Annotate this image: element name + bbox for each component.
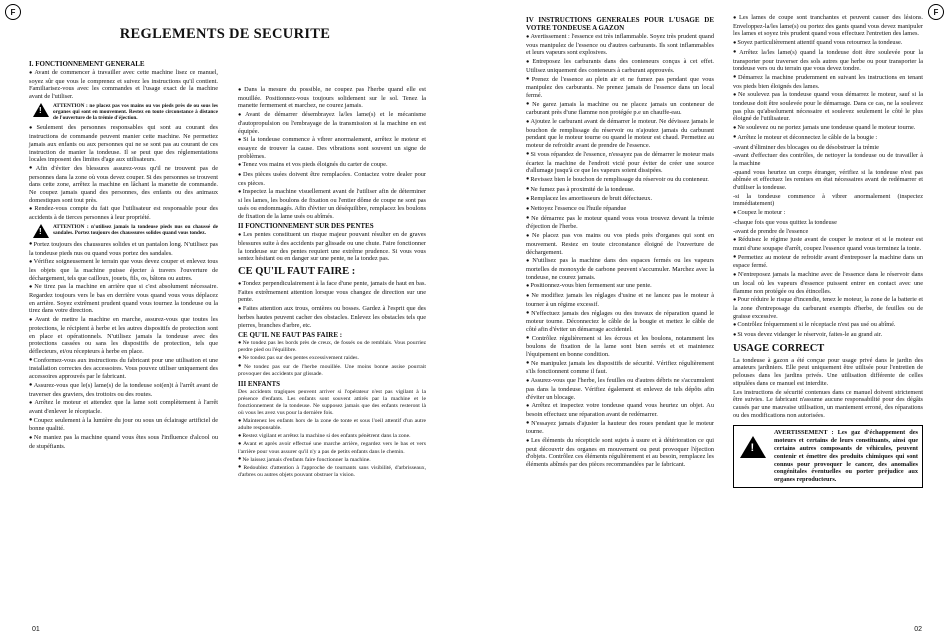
paragraph: ● Conformez-vous aux instructions du fabricant pour une utilisation et une installation correctes des accessoires. Vous pouvez utiliser uniquement des accessoires approuvés par le fabricant.	[29, 357, 218, 381]
paragraph: ● Dans la mesure du possible, ne coupez pas l'herbe quand elle est mouillée. Positionnez-vous toujours solidement sur le sol. Tenez la manette fermement et marchez, ne courez jamais.	[238, 86, 426, 110]
section-heading: CE QU'IL NE FAUT PAS FAIRE :	[238, 331, 343, 340]
paragraph: ● Ne tondez pas les bords près de creux, de fossés ou de remblais. Vous pourriez perdre pied ou l'équilibre.	[238, 340, 426, 354]
paragraph: ● Ne laissez jamais d'enfants faire fonctionner la machine.	[238, 457, 426, 464]
paragraph: ● Ne garez jamais la machine ou ne placez jamais un conteneur de carburant près d'une flamme non protégée p.e un chauffe-eau.	[526, 101, 714, 117]
paragraph: ● Ne modifiez jamais les réglages d'usine et ne lancez pas le moteur à tourner à un régime excessif.	[526, 292, 714, 308]
warning-text: AVERTISSEMENT : Les gaz d'échappement des moteurs et certains de leurs constituants, ainsi que certains autres composants de véhicules, peuvent contenir et émettre des produits chimiques qui sont connus pour provoquer le cancer, des anomalies congénitales éventuelles ou porter préjudice aux organes reproducteurs.	[774, 429, 918, 484]
list-item: -avant d'éliminer des blocages ou de désobstruer la trémie	[733, 143, 879, 151]
right-page	[475, 0, 950, 636]
paragraph: ● Les pentes constituent un risque majeur pouvant résulter en de graves blessures suite à des accidents par glissade ou une chute. Faire fonctionner la tondeuse sur des pentes requiert une extrême prudence. Si vous vous sentez hésitant ou en danger sur une pente, ne la tondez pas.	[238, 231, 426, 263]
paragraph: ● Coupez le moteur :	[733, 209, 923, 218]
paragraph: Des accidents tragiques peuvent arriver si l'opérateur n'est pas vigilant à la présence d'enfants. Les enfants sont souvent attirés par la machine et le fonctionnement de la tondeuse. Ne supposez jamais que des enfants resteront là où vous les avez vus pour la dernière fois.	[238, 388, 426, 417]
paragraph: ● Avant de démarrer désembrayez la/les lame(s) et le mécanisme d'autopropulsion ou l'embrayage de la transmission si la machine en est équipée.	[238, 111, 426, 135]
paragraph: ● Permettez au moteur de refroidir avant d'entreposer la machine dans un espace fermé.	[733, 254, 923, 270]
paragraph: ● Remplacez les amortisseurs de bruit défectueux.	[526, 195, 714, 204]
paragraph: ● Contrôlez fréquemment si le réceptacle n'est pas usé ou abîmé.	[733, 321, 923, 330]
paragraph: ● Avant de mettre la machine en marche, assurez-vous que toutes les protections, le récipient à herbe et les autres dispositifs de protection sont en place et opérationnels. N'utilisez jamais la tondeuse avec des protections cassées ou sans les dispositifs de protection, tels que déflecteurs, et/ou récepteurs à herbe en place.	[29, 316, 218, 356]
paragraph: Les instructions de sécurité contenues dans ce manuel doivent strictement être suivies. Le fabricant n'assume aucune responsabilité pour des dégâts causés par une mauvaise utilisation, un maniement erroné, des réparations ou des modifications non autorisées.	[733, 388, 923, 419]
paragraph: ● Contrôlez régulièrement si les écrous et les boulons, notamment les boulons de fixation de la lame sont bien serrés et et maintenez l'équipement en bonne condition.	[526, 335, 714, 359]
paragraph: ● N'entreposez jamais la machine avec de l'essence dans le réservoir dans un local où les vapeurs d'essence puissent entrer en contact avec une flamme non protégée ou des étincelles.	[733, 271, 923, 295]
paragraph: ● Revissez bien le bouchon de remplissage du réservoir ou du conteneur.	[526, 176, 714, 185]
paragraph: ● Restez vigilant et arrêtez la machine si des enfants pénètrent dans la zone.	[238, 433, 426, 440]
paragraph: ● Assurez-vous que l'herbe, les feuilles ou d'autres débris ne s'accumulent pas dans la tondeuse. Vérifiez également et enlevez de tels dépôts afin d'éviter un blocage.	[526, 377, 714, 401]
paragraph: ● Ne manipulez jamais les dispositifs de sécurité. Vérifiez régulièrement s'ils fonctionnent comme il faut.	[526, 360, 714, 376]
paragraph: ● Arrêtez le moteur et attendez que la lame soit complètement à l'arrêt avant d'enlever le réceptacle.	[29, 399, 218, 415]
list-item: -quand vous heurtez un corps étranger, vérifiez si la tondeuse n'est pas abîmée et effectuez les remises en état nécessaires avant de redémarrer et d'utiliser la tondeuse.	[733, 168, 923, 192]
language-marker-left: F	[5, 4, 21, 20]
paragraph: ● Réduisez le régime juste avant de couper le moteur et si le moteur est muni d'une soupape d'arrêt, coupez l'essence quand vous terminez la tonte.	[733, 236, 923, 252]
paragraph: ● Les éléments du récepticle sont sujets à usure et à détérioration ce qui peut découvrir des organes en mouvement ou peut provoquer l'éjection d'objets. Contrôlez ces éléments régulièrement et au besoin, remplacez les éléments abîmés par des pièces recommandées par le fabricant.	[526, 437, 714, 469]
section-heading: I. FONCTIONNEMENT GENERALE	[29, 60, 145, 68]
paragraph: ● Soyez particulièrement attentif quand vous retournez la tondeuse.	[733, 39, 923, 48]
paragraph: ● Ne placez pas vos mains ou vos pieds près d'organes qui sont en mouvement. Restez en toute circonstance éloigné de l'ouverture de déchargement.	[526, 232, 714, 256]
paragraph: ● Positionnez-vous bien fermement sur une pente.	[526, 282, 714, 291]
paragraph: ● Pour réduire le risque d'incendie, tenez le moteur, la zone de la batterie et la zone d'entreposage du carburant exempts d'herbe, de feuilles ou de graisse excessive.	[733, 296, 923, 320]
paragraph: ● Ne tondez pas sur de l'herbe mouillée. Une moins bonne assise pourrait provoquer des accidents par glissade.	[238, 364, 426, 378]
list-item: -chaque fois que vous quittez la tondeuse	[733, 218, 837, 226]
paragraph: ● Maintenez les enfants hors de la zone de tonte et sous l'oeil attentif d'un autre adulte responsable.	[238, 418, 426, 432]
warning-icon	[33, 103, 49, 117]
paragraph: ● Démarrez la machine prudemment en suivant les instructions en tenant vos pieds bien éloignés des lames.	[733, 74, 923, 90]
paragraph: ● N'effectuez jamais des réglages ou des travaux de réparation quand le moteur tourne. Déconnectez le câble de la bougie et mettez le câble de côté afin d'éviter un démarrage accidentel.	[526, 310, 714, 334]
paragraph: ● Inspectez la machine visuellement avant de l'utiliser afin de déterminer si les lames, les boulons de fixation ou l'entier dôme de coupe ne sont pas usés ou endommagés. Afin d'éviter un déséquilibre, remplacez les boulons de fixation de la lame usés ou abîmés.	[238, 188, 426, 220]
paragraph: ● Avant et après avoir effectué une marche arrière, regardez vers le bas et vers l'arrière pour vous assurer qu'il n'y a pas de petits enfants dans le chemin.	[238, 441, 426, 455]
page-number-right: 02	[914, 626, 922, 633]
paragraph: ● Vérifiez soigneusement le terrain que vous devez couper et enlevez tous les objets que la machine puisse éjecter à travers l'ouverture de déchargement, tels que cailloux, jouets, fils, os, bâtons ou autres.	[29, 258, 218, 282]
paragraph: ● Ne tondez pas sur des pentes excessivement raides.	[238, 355, 426, 362]
paragraph: ● N'utilisez pas la machine dans des espaces fermés ou les vapeurs mortelles de monoxyde de carbone peuvent s'accumuler. Marchez avec la tondeuse, ne courez jamais.	[526, 257, 714, 281]
paragraph: ● Des pièces usées doivent être remplacées. Contactez votre dealer pour ces pièces.	[238, 171, 426, 187]
warning-text: ATTENTION : n'utilisez jamais la tondeuse pieds nus ou chaussé de sandales. Portez toujours des chaussures solides quand vous tondez.	[53, 223, 218, 237]
section-heading: IV INSTRUCTIONS GENERALES POUR L'USAGE DE VOTRE TONDEUSE A GAZON	[526, 16, 714, 32]
warning-block	[33, 103, 218, 122]
paragraph: ● Tondez perpendiculairement à la face d'une pente, jamais de haut en bas. Faites extrêmement attention lorsque vous changez de direction sur une pente.	[238, 280, 426, 304]
paragraph: ● Redoublez d'attention à l'approche de tournants sans visibilité, d'arbrisseaux, d'arbres ou autres objets pouvant obstruer la vision.	[238, 465, 426, 479]
language-marker-right: F	[928, 4, 944, 20]
paragraph: ● Nettoyez l'essence ou l'huile répandue	[526, 205, 714, 214]
paragraph: ● Assurez-vous que le(s) lame(s) de la tondeuse soi(en)t à l'arrêt avant de traverser des graviers, des trottoirs ou des routes.	[29, 382, 218, 398]
list-item: -avant de prendre de l'essence	[733, 227, 809, 235]
paragraph: ● Ne soulevez pas la tondeuse quand vous démarrez le moteur, sauf si la tondeuse doit être soulevée pour le démarrage. Dans ce cas, ne la soulevez pas plus qu'absolument nécessaire et soulevez seulement le côté le plus éloigné de l'utilisateur.	[733, 91, 923, 123]
paragraph: ● Ne maniez pas la machine quand vous êtes sous l'influence d'alcool ou de stupéfiants.	[29, 434, 218, 450]
paragraph: ● Si vous répandez de l'essence, n'essayez pas de démarrer le moteur mais écartez la machine de l'endroit vicié pour éviter de créer une source d'allumage jusqu'à ce que les vapeurs soient dissipées.	[526, 151, 714, 175]
paragraph: ● Ajoutez le carburant avant de démarrer le moteur. Ne dévissez jamais le bouchon de remplissage du réservoir ou n'ajoutez jamais du carburant pendant que le moteur tourne ou quand le moteur est chaud. Permettez au moteur de refroidir avant de prendre de l'essence.	[526, 118, 714, 150]
paragraph: ● Si la tondeuse commence à vibrer anormalement, arrêtez le moteur et essayez de trouver la cause. Des vibrations sont souvent un signe de problèmes.	[238, 136, 426, 160]
warning-icon	[740, 436, 766, 458]
section-heading: CE QU'IL FAUT FAIRE :	[238, 266, 356, 278]
paragraph: ● Avertissement : l'essence est très inflammable. Soyez très prudent quand vous manipulez de l'essence ou d'autres carburants. Ils sont inflammables et leurs vapeurs sont explosives.	[526, 33, 714, 57]
paragraph: ● Ne tirez pas la machine en arrière que si c'est absolument nécessaire. Regardez toujours vers le bas en derrière vous quand vous vous déplacez en arrière. Soyez extrêment prudent quand vous tournez la tondeuse ou la tirez dans votre direction.	[29, 283, 218, 315]
paragraph: ● Arrêtez le moteur et déconnectez le câble de la bougie :	[733, 134, 923, 143]
list-item: -avant d'effectuer des contrôles, de nettoyer la tondeuse ou de travailler à la machine	[733, 152, 923, 167]
warning-box	[733, 425, 923, 488]
paragraph: ● Si vous devez vidanger le réservoir, faites-le au grand air.	[733, 331, 923, 340]
paragraph: ● Ne soulevez ou ne portez jamais une tondeuse quand le moteur tourne.	[733, 124, 923, 133]
paragraph: ● Coupez seulement à la lumière du jour ou sous un éclairage artificiel de bonne qualité.	[29, 417, 218, 433]
warning-text: ATTENTION : ne placez pas vos mains ou vos pieds près de ou sous les organes qui sont en mouvement. Restez en toute circonstance à distance de l'ouverture de la trémie d'éjection.	[53, 102, 218, 122]
page-title: REGLEMENTS DE SECURITE	[119, 26, 331, 42]
warning-icon	[33, 224, 49, 238]
column-1	[29, 58, 218, 451]
page-number-left: 01	[32, 626, 40, 633]
paragraph: ● Rendez-vous compte du fait que l'utilisateur est responsable pour des accidents à de tierces personnes à leur propriété.	[29, 205, 218, 221]
paragraph: ● Portez toujours des chaussures solides et un pantalon long. N'utilisez pas la tondeuse pieds nus ou quand vous portez des sandales.	[29, 241, 218, 257]
paragraph: ● Prenez de l'essence au plein air et ne fumez pas pendant que vous manipulez des carburants. Ne prenez jamais de l'essence dans un local fermé.	[526, 76, 714, 100]
paragraph: ● Ne fumez pas à proximité de la tondeuse.	[526, 186, 714, 195]
paragraph: ● N'essayez jamais d'ajuster la hauteur des roues pendant que le moteur tourne.	[526, 420, 714, 436]
paragraph: ● Ne démarrez pas le moteur quand vous vous trouvez devant la trémie d'éjection de l'herbe.	[526, 215, 714, 231]
list-item: -si la tondeuse commence à vibrer anormalement (inspectez immédiatement)	[733, 192, 923, 208]
paragraph: ● Les lames de coupe sont tranchantes et peuvent causer des lésions. Enveloppez-la/les lame(s) ou portez des gants quand vous devez manipuler les lames et soyez très prudent quand vous effectuez l'entretien des lames.	[733, 14, 923, 38]
paragraph: ● Arrêtez la/les lame(s) quand la tondeuse doit être soulevée pour la transporter pour traverser des sols autres que herbe ou pour transporter la tondeuse vers ou du terrain que vous devez tondre.	[733, 49, 923, 73]
warning-block	[33, 224, 218, 238]
paragraph: La tondeuse à gazon a été conçue pour usage privé dans le jardin des amateurs jardiniers. Elle peut uniquement être utilisée pour l'entretien de pelouses dans les jardins privés. Une utilisation différente de celles stipulées dans ce manuel est interdite.	[733, 356, 923, 387]
paragraph: ● Avant de commencer à travailler avec cette machine lisez ce manuel, soyez sûr que vous le comprenez et suivez les instructions qu'il contient. Familiarisez-vous avec les commandes et l'usage exact de la machine avant de l'utiliser.	[29, 69, 218, 101]
paragraph: ● Arrêtez et inspectez votre tondeuse quand vous heurtez un objet. Au besoin effectuez une réparation avant de redémarrer.	[526, 402, 714, 418]
paragraph: ● Faites attention aux trous, ornières ou bosses. Gardez à l'esprit que des herbes hautes peuvent cacher des obstacles. Enlevez les obstacles tels que pierres, branches d'arbre, etc.	[238, 305, 426, 329]
paragraph: ● Afin d'éviter des blessures assurez-vous qu'il ne trouvent pas de personnes dans la zone où vous devez couper. Si des personnes se trouvent dans cette zone, arrêtez la machine en lâchant la manette de commande. Ne coupez jamais quand des personnes, des enfants ou des animaux domestiques sont tout près.	[29, 165, 218, 205]
section-heading: II FONCTIONNEMENT SUR DES PENTES	[238, 222, 374, 231]
section-heading: USAGE CORRECT	[733, 342, 825, 354]
paragraph: ● Seulement des personnes responsables qui sont au courant des instructions de commande peuvent manier cette machine. Ne permettez jamais aux enfants ou aux personnes qui ne se sont pas au courant de ces instruction de manier la tondeuse. Il se peut que des réglementations locales imposent des limites d'age aux utilisateurs.	[29, 124, 218, 164]
paragraph: ● Tenez vos mains et vos pieds éloignés du carter de coupe.	[238, 161, 426, 170]
column-3	[526, 14, 714, 470]
section-heading: III ENFANTS	[238, 379, 281, 388]
column-4	[733, 14, 923, 488]
paragraph: ● Entreposez les carburants dans des conteneurs conçus à cet effet. Utilisez uniquement des conteneurs à carburant approuvés.	[526, 58, 714, 74]
column-2	[238, 86, 426, 480]
